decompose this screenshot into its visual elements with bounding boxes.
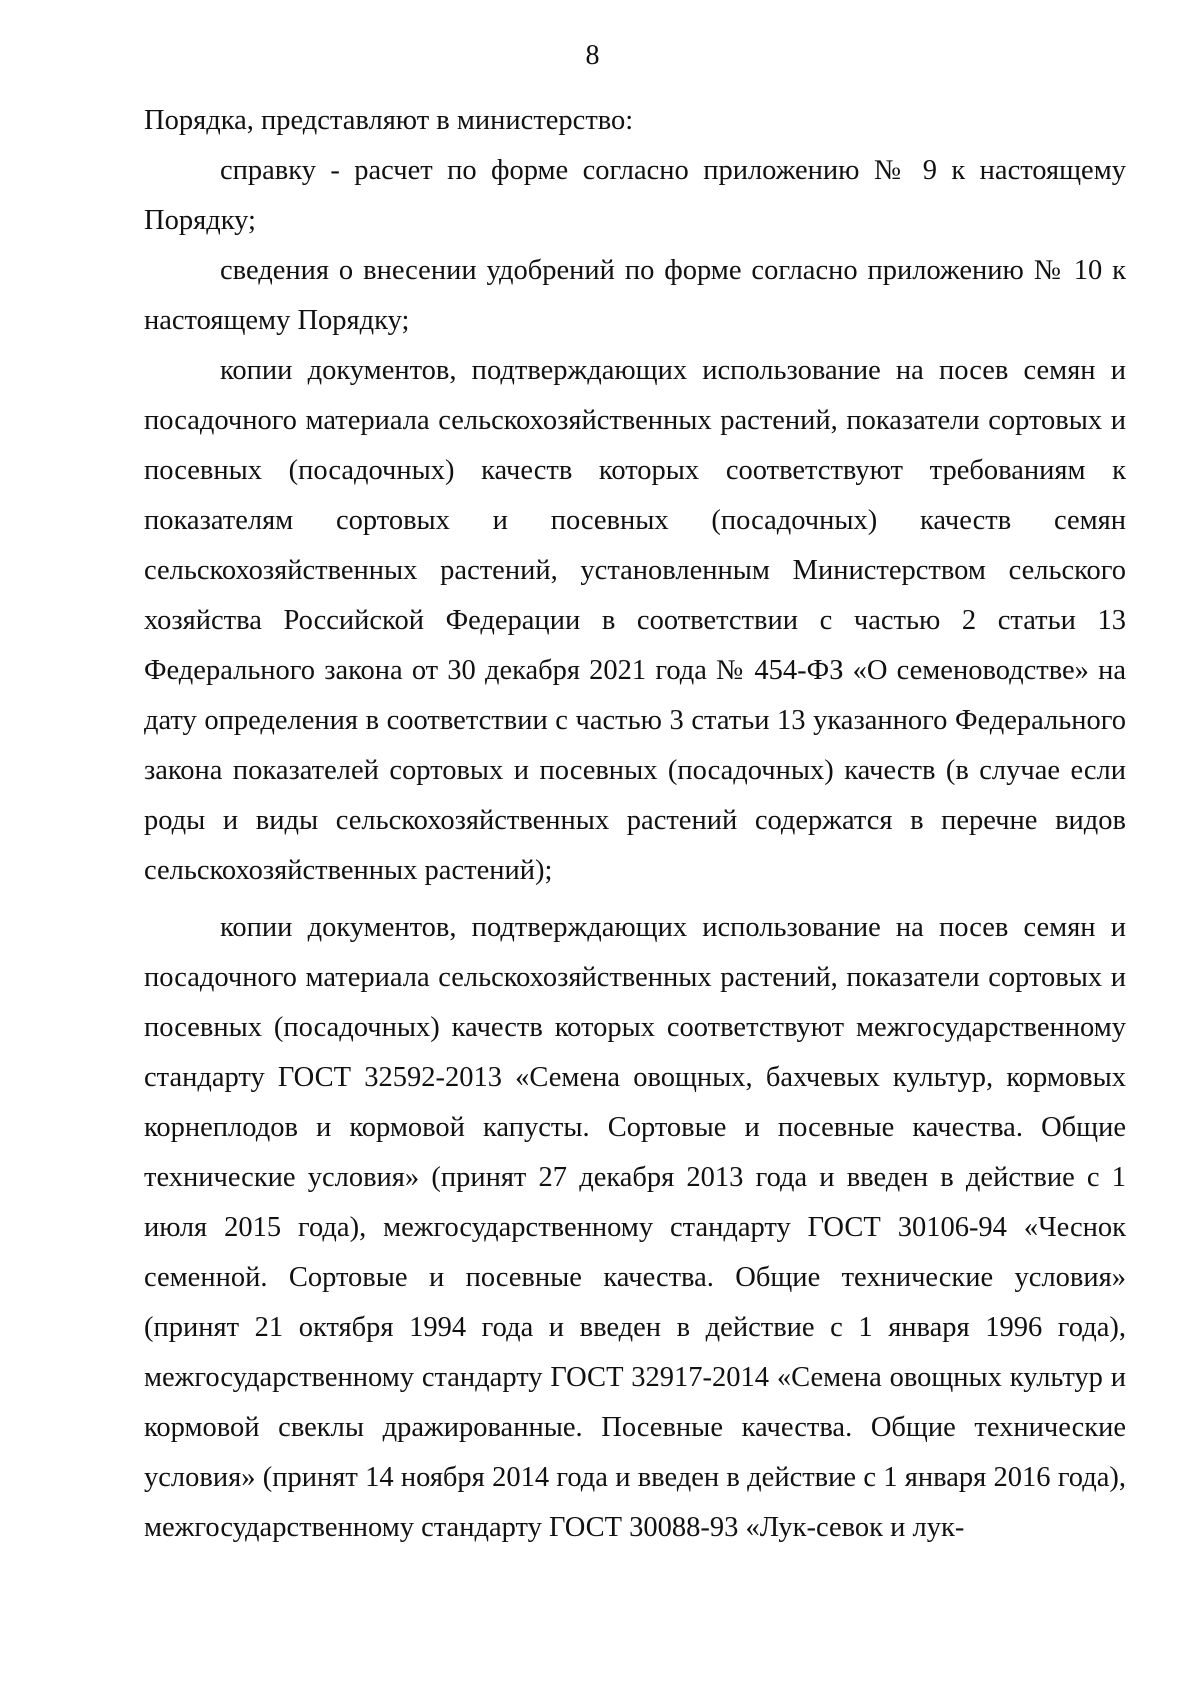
paragraph: справку - расчет по форме согласно приложению № 9 к настоящему Порядку;: [144, 155, 1126, 236]
paragraph: сведения о внесении удобрений по форме согласно приложению № 10 к настоящему Порядку;: [144, 255, 1126, 336]
paragraph: копии документов, подтверждающих использование на посев семян и посадочного материала сельскохозяйственных растений, показатели сортовых и посевных (посадочных) качеств которых соответствуют межгосударственному стандарту ГОСТ 32592-2013 «Семена овощных, бахчевых культур, кормовых корнеплодов и кормовой капусты. Сортовые и посевные качества. Общие технические условия» (принят 27 декабря 2013 года и введен в действие с 1 июля 2015 года), межгосударственному стандарту ГОСТ 30106-94 «Чеснок семенной. Сортовые и посевные качества. Общие технические условия» (принят 21 октября 1994 года и введен в действие с 1 января 1996 года), межгосударственному стандарту ГОСТ 32917-2014 «Семена овощных культур и кормовой свеклы дражированные. Посевные качества. Общие технические условия» (принят 14 ноября 2014 года и введен в действие с 1 января 2016 года), межгосударственному стандарту ГОСТ 30088-93 «Лук-севок и лук-: [144, 912, 1126, 1543]
document-body: [144, 96, 1126, 1553]
paragraph: Порядка, представляют в министерство:: [144, 105, 634, 136]
page-number: 8: [585, 40, 600, 71]
paragraph: копии документов, подтверждающих использование на посев семян и посадочного материала сельскохозяйственных растений, показатели сортовых и посевных (посадочных) качеств которых соответствуют требованиям к показателям сортовых и посевных (посадочных) качеств семян сельскохозяйственных растений, установленным Министерством сельского хозяйства Российской Федерации в соответствии с частью 2 статьи 13 Федерального закона от 30 декабря 2021 года № 454-ФЗ «О семеноводстве» на дату определения в соответствии с частью 3 статьи 13 указанного Федерального закона показателей сортовых и посевных (посадочных) качеств (в случае если роды и виды сельскохозяйственных растений содержатся в перечне видов сельскохозяйственных растений);: [144, 355, 1126, 886]
